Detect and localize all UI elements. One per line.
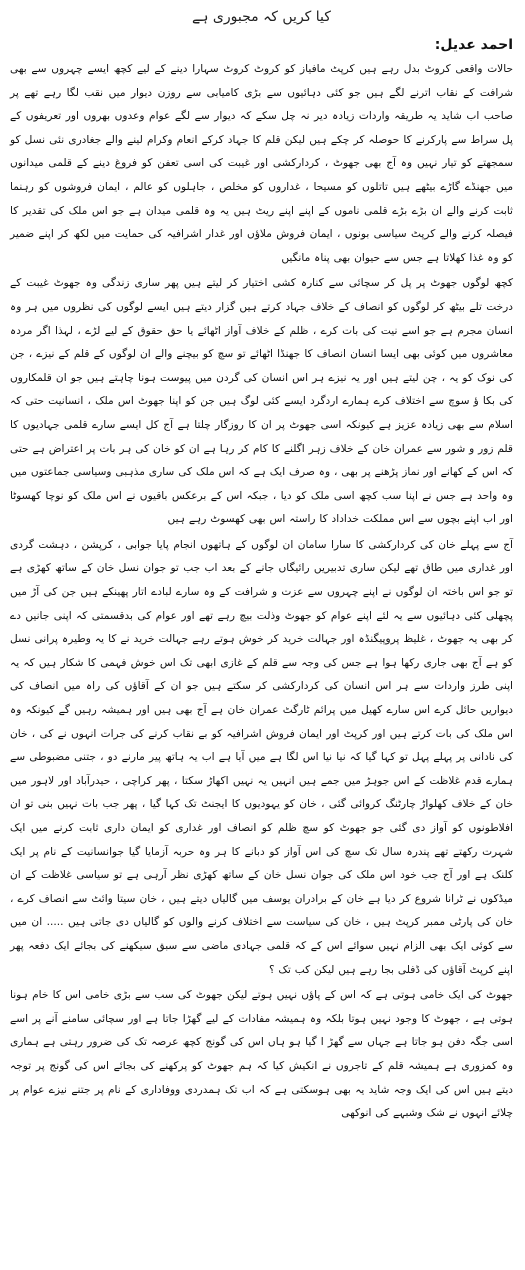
paragraph: آج سے پہلے خان کی کردارکشی کا سارا سامان ان لوگوں کے ہاتھوں انجام پایا جوابی ، کرپشن ، دہشت گردی اور غداری میں طاق تھے لیکن ساری تدبیریں رائیگاں جانے کے بعد اب جب تو جوان نسل خان کے ساتھ کھڑی ہے تو جو اس باختہ ان لوگوں نے اپنے چہروں سے عزت و شرافت کے وہ سارے لبادے اتار پھینکے ہیں جن کی آڑ میں پچھلی کئی دہائیوں سے یہ لئے اپنے عوام کو جھوٹ وذلت بیچ رہے تھے اور عوام کی بدقسمتی کہ اپنی جانیں دے کر بھی یہ جھوٹ ، غلیظ پروپیگنڈہ اور جہالت خرید کر خوش ہوتے رہے جہالت خرید نے کا یہ وطیرہ پرانی نسل کو ہے آج بھی جاری رکھا ہوا ہے جس کی وجہ سے قلم کے غازی ابھی تک اس خوش فہمی کا شکار ہیں کہ یہ اپنی طرز واردات سے ہر اس انسان کی کردارکشی کر سکتے ہیں جو ان کے آقاؤں کی راہ میں انصاف کی دیواریں حائل کرے اس سارے کھیل میں پرائم ٹارگٹ عمران خان ہے آج بھی ہیں اور ہمیشہ رہیں گے کیونکہ وہ اس ملک کی بات کرتے ہیں اور کرپٹ اور ایمان فروش اشرافیہ کو بے نقاب کرنے کی جرات انہوں نے کی ، خان کی نادانی پر پہلے پہل تو کہا گیا کہ نیا نیا اس لگا ہے میں آیا ہے اب یہ ہاتھ پیر مارنے دو ، جتنی مضبوطی سے ہمارے قدم غلاظت کے اس جوہڑ میں جمے ہیں انہیں یہ نہیں اکھاڑ سکتا ، پھر کراچی ، حیدرآباد اور لاہور میں خان کے خلاف کھلواڑ چارٹنگ کروائی گئی ، خان کو یہودیوں کا ایجنٹ تک کہا گیا ، پھر جب بات نہیں بنی تو ان افلاطونوں کو آواز دی گئی جو جھوٹ کو سچ ظلم کو انصاف اور غداری کو ایمان داری ثابت کرنے میں ایک شہرت رکھتے تھے پندرہ سال تک سچ کی اس آواز کو دبانے کا ہر وہ حربہ آزمایا گیا جوانسانیت کے نام پر ایک کلنک ہے اور آج جب خود اس ملک کی جوان نسل خان کے ساتھ کھڑی نظر آرہی ہے تو سیاسی غلاظت کے ان میڈکوں نے ٹرانا شروع کر دیا ہے خان کے برادران یوسف میں گالیاں دیتے ہیں ، خان سیتا وائٹ سے انصاف کرے ، خان کی پارٹی ممبر کرپٹ ہیں ، خان کی سیاست سے اختلاف کرنے والوں کو گالیاں دی جاتی ہیں ..... ان میں سے کوئی ایک بھی الزام نہیں سوائے اس کے کہ قلمی جہادی ماضی سے سبق سیکھنے کی بجائے ایک دفعہ پھر اپنے کرپٹ آقاؤں کی ڈفلی بجا رہے ہیں لیکن کب تک ؟ bbox=[10, 538, 513, 976]
paragraph: کچھ لوگوں جھوٹ پر پل کر سچائی سے کنارہ کشی اختیار کر لیتے ہیں پھر ساری زندگی وہ جھوٹ غیبت کے درخت تلے بیٹھ کر لوگوں کو انصاف کے خلاف جہاد کرتے ہیں گزار دیتے ہیں ایسے لوگوں کی نظروں میں ہر وہ انسان مجرم ہے جو اسے نیت کی بات کرے ، ظلم کے خلاف آواز اٹھائے یا حق حقوق کے لیے لڑے ، لہذا اگر مردہ معاشروں میں کوئی بھی ایسا انسان انصاف کا جھنڈا اٹھائے تو سچ کو بیچنے والے ان لوگوں کے قلم کے نیزے ، جن کی نوک کو یہ ، چن لیتے ہیں اور یہ نیزے ہر اس انسان کی گردن میں پیوست ہونا چاہتے ہیں جو ان قلمکاروں کی بکا ؤ سوچ سے اختلاف کرے ہمارے اردگرد ایسے کئی لوگ ہیں جن کو اپنا جھوٹ اس ملک ، انسانیت حتی کہ اسلام سے بھی زیادہ عزیز ہے کیونکہ اسی جھوٹ پر ان کا روزگار چلتا ہے آج کل ایسے سارے قلمی جہادیوں کا قلم زور و شور سے عمران خان کے خلاف زہر اگلنے کا کام کر رہا ہے ان کو خان کی ہر بات پر اعتراض ہے حتی کہ اس کے کھانے اور نماز پڑھنے پر بھی ، وہ صرف ایک ہے کہ اس ملک کی ساری مذہبی وسیاسی جماعتوں میں وہ واحد ہے جس نے اپنا سب کچھ اسی ملک کو دیا ، جبکہ اس کے برعکس باقیوں نے اس ملک کو نوچا کھسوٹا اور اب اپنے بچوں سے اس مملکت خداداد کا راستہ اس بھی کھسوٹ رہے ہیں bbox=[10, 277, 513, 526]
paragraph: جھوٹ کی ایک خامی ہوتی ہے کہ اس کے پاؤں نہیں ہوتے لیکن جھوٹ کی سب سے بڑی خامی اس کا خام ہونا ہوتی ہے ، جھوٹ کا وجود نہیں ہوتا بلکہ وہ ہمیشہ مفادات کے لیے گھڑا جاتا ہے اور سچائی سامنے آنے پر اسے اسی جگہ دفن ہو جاتا ہے جہاں سے گھڑ ا گیا ہو ہاں اس کی گونج کچھ عرصہ تک کی ضرور رہتی ہے ہماری وہ کمزوری ہے ہمیشہ قلم کے تاجروں نے انکیش کیا کہ ہم جھوٹ کو پرکھنے کی بجائے اس کی گونج پر توجہ دیتے ہیں اس کی ایک وجہ شاید یہ بھی ہوسکتی ہے کہ اب تک ہمدردی ووفاداری کے نام پر جتنے نیزے عوام پر چلائے انہوں نے شک وشبہے کی انوکھی bbox=[10, 989, 513, 1120]
article-title: کیا کریں کہ مجبوری ہے bbox=[192, 9, 331, 25]
author-name: احمد عدیل: bbox=[434, 37, 513, 53]
paragraph: حالات واقعی کروٹ بدل رہے ہیں کرپٹ مافیاز کو کروٹ کروٹ سہارا دینے کے لیے کچھ ایسے چہروں سے بھی شرافت کے نقاب اترنے لگے ہیں جو کئی دہائیوں سے بڑی کامیابی سے روزن دیوار میں نقب لگا رہے تھے پر صاحب اب شاید یہ طریقہ واردات زیادہ دیر نہ چل سکے کہ دیوار سے لگے عوام وعدوں بھروں اور تعریفوں کے پل سراط سے پارکرنے کا حوصلہ کر چکے ہیں لیکن قلم کا جہاد کرکے انعام وکرام لینے والے جغادری نئی نسل کو سمجھتے کو تیار نہیں وہ آج بھی جھوٹ ، کردارکشی اور غیبت کی اسی تعفن کو فروغ دینے کے قلمی میدانوں میں جھنڈے گاڑے بیٹھے ہیں تاتلوں کو مسیحا ، غداروں کو مخلص ، جاہلوں کو عالم ، ایمان فروشوں کو رہنما ثابت کرنے والے ان بڑے بڑے قلمی ناموں کے اپنے اپنے ریٹ ہیں یہ وہ قلمی میدان ہے جو اس ملک کی تقدیر کا فیصلہ کرنے والے کرپٹ سیاسی بونوں ، ایمان فروش ملاؤں اور غدار اشرافیہ کی حمایت میں لکھ کر اپنے ضمیر کو وہ غذا کھلاتا ہے جس سے حیوان بھی پناہ مانگیں bbox=[10, 63, 513, 264]
